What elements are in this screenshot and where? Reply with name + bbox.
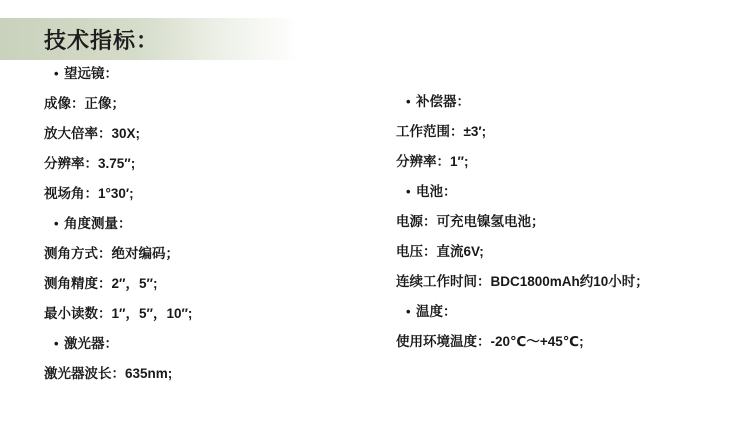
bullet-icon: •	[54, 66, 59, 81]
spacer	[44, 322, 384, 336]
spacer	[396, 320, 746, 334]
bullet-icon: •	[406, 184, 411, 199]
spacer	[396, 66, 746, 94]
spec-text: 分辨率：3.75″;	[44, 156, 136, 171]
spacer	[396, 170, 746, 184]
spec-text: 测角方式：绝对编码；	[44, 246, 179, 261]
spec-line	[44, 186, 384, 202]
spacer	[396, 200, 746, 214]
spec-line	[44, 156, 384, 172]
bullet-icon: •	[54, 216, 59, 231]
spacer	[44, 172, 384, 186]
spec-text: 视场角：1°30′;	[44, 186, 134, 201]
spec-line	[44, 246, 384, 262]
spec-text: 测角精度：2″，5″;	[44, 276, 158, 291]
spec-column-right	[396, 66, 746, 350]
spec-line	[44, 366, 384, 382]
spec-line	[396, 214, 746, 230]
page-title: 技术指标：	[44, 28, 160, 53]
spec-group-heading	[396, 304, 746, 320]
spec-group-heading	[396, 94, 746, 110]
spec-text: 补偿器：	[416, 94, 470, 109]
spec-text: 温度：	[416, 304, 457, 319]
spec-text: 电压：直流6V;	[396, 244, 484, 259]
spec-group-heading	[44, 216, 384, 232]
spec-line	[44, 306, 384, 322]
spacer	[396, 260, 746, 274]
spec-text: 电源：可充电镍氢电池；	[396, 214, 545, 229]
spacer	[396, 110, 746, 124]
spec-group-heading	[44, 66, 384, 82]
spec-group-heading	[396, 184, 746, 200]
spacer	[396, 140, 746, 154]
spacer	[44, 292, 384, 306]
spec-text: 工作范围：±3′;	[396, 124, 487, 139]
spacer	[44, 232, 384, 246]
spec-text: 分辨率：1″;	[396, 154, 469, 169]
bullet-icon: •	[54, 336, 59, 351]
spacer	[44, 262, 384, 276]
spacer	[396, 290, 746, 304]
spec-text: 连续工作时间：BDC1800mAh约10小时；	[396, 274, 649, 289]
spacer	[44, 82, 384, 96]
spec-text: 角度测量：	[64, 216, 132, 231]
spec-text: 使用环境温度：-20℃～+45℃;	[396, 334, 584, 349]
spec-text: 成像：正像；	[44, 96, 125, 111]
spec-text: 最小读数：1″，5″，10″;	[44, 306, 193, 321]
bullet-icon: •	[406, 304, 411, 319]
spec-text: 激光器波长：635nm;	[44, 366, 173, 381]
spacer	[44, 352, 384, 366]
spec-group-heading	[44, 336, 384, 352]
spec-line	[44, 126, 384, 142]
spec-line	[396, 124, 746, 140]
spec-line	[44, 96, 384, 112]
spec-line	[396, 244, 746, 260]
spec-line	[44, 276, 384, 292]
spec-line	[396, 334, 746, 350]
spec-text: 电池：	[416, 184, 457, 199]
spec-text: 望远镜：	[64, 66, 118, 81]
spec-line	[396, 154, 746, 170]
spacer	[44, 112, 384, 126]
spec-line	[396, 274, 746, 290]
spacer	[44, 142, 384, 156]
spec-text: 激光器：	[64, 336, 118, 351]
spacer	[396, 230, 746, 244]
spec-column-left	[44, 66, 384, 382]
spec-text: 放大倍率：30X;	[44, 126, 141, 141]
spacer	[44, 202, 384, 216]
bullet-icon: •	[406, 94, 411, 109]
